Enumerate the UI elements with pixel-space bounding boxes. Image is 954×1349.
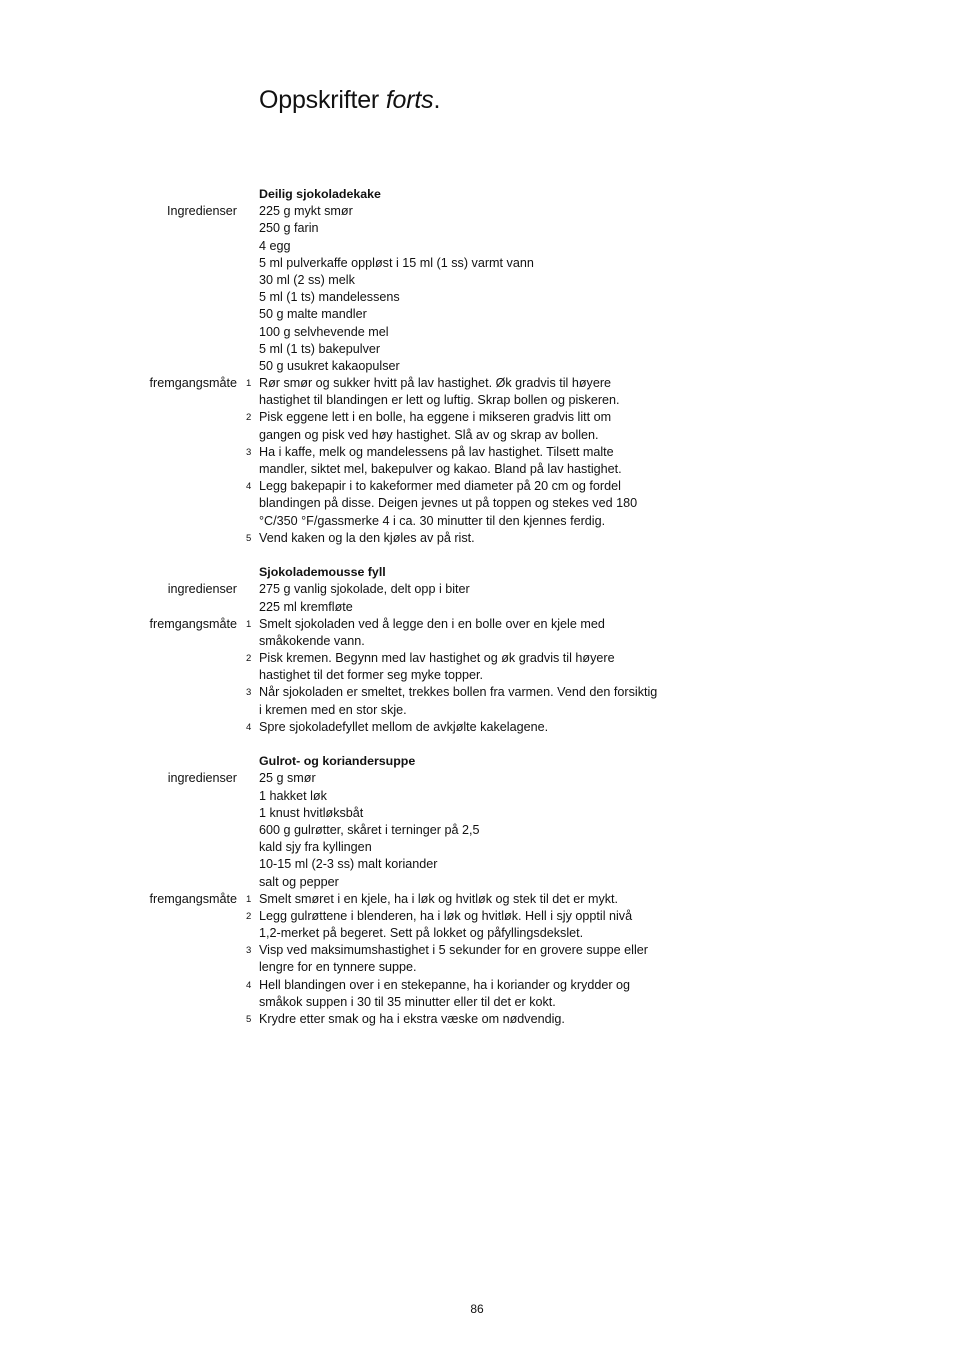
- step-number: [237, 495, 259, 512]
- section-label: [0, 942, 237, 959]
- method-step-line: [0, 994, 954, 1011]
- step-number: 3: [246, 945, 252, 957]
- line-text: blandingen på disse. Deigen jevnes ut på toppen og stekes ved 180: [259, 496, 638, 511]
- section-label: [0, 977, 237, 994]
- step-number: [237, 599, 259, 616]
- step-number: [237, 839, 259, 856]
- section-label: [0, 805, 237, 822]
- ingredient-line: [0, 599, 954, 616]
- line-text: hastighet til blandingen er lett og luftig. Skrap bollen og piskeren.: [259, 393, 620, 408]
- step-number: [237, 702, 259, 719]
- step-number: 2: [246, 653, 252, 665]
- section-label: [0, 633, 237, 650]
- line-text: 25 g smør: [259, 771, 316, 786]
- section-label: [0, 272, 237, 289]
- recipe-block: [0, 564, 954, 736]
- step-number: [237, 186, 259, 203]
- ingredient-line: [0, 770, 954, 787]
- method-step-line: [0, 667, 954, 684]
- line-text: 50 g malte mandler: [259, 307, 367, 322]
- section-label: [0, 238, 237, 255]
- recipe-title-row: [0, 753, 954, 770]
- method-step-line: [0, 684, 954, 701]
- section-label: [0, 822, 237, 839]
- method-step-line: [0, 1011, 954, 1028]
- section-label: [0, 341, 237, 358]
- step-number: [237, 770, 259, 787]
- section-label: [0, 925, 237, 942]
- method-step-line: [0, 977, 954, 994]
- step-number: [237, 788, 259, 805]
- section-label: [0, 994, 237, 1011]
- section-label: fremgangsmåte: [149, 616, 237, 631]
- section-label: [0, 427, 237, 444]
- section-label: [0, 959, 237, 976]
- step-number: [237, 324, 259, 341]
- line-text: Legg bakepapir i to kakeformer med diameter på 20 cm og fordel: [259, 479, 621, 494]
- line-text: 1 knust hvitløksbåt: [259, 805, 364, 820]
- ingredient-line: [0, 306, 954, 323]
- line-text: Hell blandingen over i en stekepanne, ha i koriander og krydder og: [259, 977, 631, 992]
- line-text: 600 g gulrøtter, skåret i terninger på 2,5: [259, 822, 480, 837]
- recipe-title-row: [0, 564, 954, 581]
- step-number: 5: [246, 532, 252, 544]
- method-step-line: [0, 461, 954, 478]
- method-step-line: [0, 959, 954, 976]
- section-label: [0, 874, 237, 891]
- line-text: Vend kaken og la den kjøles av på rist.: [259, 530, 475, 545]
- section-label: fremgangsmåte: [149, 891, 237, 906]
- section-label: [0, 684, 237, 701]
- recipe-title: Deilig sjokoladekake: [259, 187, 381, 201]
- step-number: [237, 392, 259, 409]
- section-label: [0, 908, 237, 925]
- method-step-line: [0, 513, 954, 530]
- method-step-line: [0, 925, 954, 942]
- method-step-line: [0, 616, 954, 633]
- step-number: 5: [246, 1014, 252, 1025]
- ingredient-line: [0, 203, 954, 220]
- method-step-line: [0, 444, 954, 461]
- section-label: [0, 650, 237, 667]
- line-text: hastighet til det former seg myke topper.: [259, 668, 483, 683]
- line-text: Ha i kaffe, melk og mandelessens på lav hastighet. Tilsett malte: [259, 444, 614, 459]
- line-text: Pisk eggene lett i en bolle, ha eggene i mikseren gradvis litt om: [259, 410, 612, 425]
- section-label: [0, 564, 237, 581]
- line-text: 1 hakket løk: [259, 788, 327, 803]
- line-text: Visp ved maksimumshastighet i 5 sekunder for en grovere suppe eller: [259, 943, 648, 958]
- ingredient-line: [0, 358, 954, 375]
- recipe-list: [0, 186, 954, 1045]
- recipe-title: Gulrot- og koriandersuppe: [259, 754, 416, 769]
- step-number: [237, 203, 259, 220]
- line-text: Når sjokoladen er smeltet, trekkes bollen fra varmen. Vend den forsiktig: [259, 685, 658, 700]
- method-step-line: [0, 530, 954, 547]
- line-text: lengre for en tynnere suppe.: [259, 960, 417, 975]
- section-label: [0, 599, 237, 616]
- line-text: gangen og pisk ved høy hastighet. Slå av og skrap av bollen.: [259, 427, 599, 442]
- step-number: [237, 220, 259, 237]
- step-number: 1: [246, 893, 252, 905]
- step-number: [237, 753, 259, 770]
- step-number: [237, 925, 259, 942]
- ingredient-line: [0, 874, 954, 891]
- line-text: kald sjy fra kyllingen: [259, 840, 372, 855]
- line-text: Smelt sjokoladen ved å legge den i en bolle over en kjele med: [259, 616, 605, 631]
- section-label: [0, 220, 237, 237]
- line-text: 100 g selvhevende mel: [259, 324, 389, 339]
- step-number: [237, 856, 259, 873]
- section-label: [0, 495, 237, 512]
- recipe-title: Sjokolademousse fyll: [259, 565, 386, 580]
- ingredient-line: [0, 822, 954, 839]
- line-text: 5 ml (1 ts) mandelessens: [259, 290, 400, 305]
- section-label: [0, 513, 237, 530]
- step-number: 4: [246, 481, 252, 493]
- step-number: [237, 461, 259, 478]
- line-text: °C/350 °F/gassmerke 4 i ca. 30 minutter til den kjennes ferdig.: [259, 513, 606, 528]
- method-step-line: [0, 942, 954, 959]
- ingredient-line: [0, 324, 954, 341]
- ingredient-line: [0, 272, 954, 289]
- section-label: [0, 667, 237, 684]
- step-number: 4: [246, 721, 252, 733]
- step-number: [237, 306, 259, 323]
- step-number: [237, 238, 259, 255]
- step-number: [237, 513, 259, 530]
- section-label: [0, 392, 237, 409]
- section-label: Ingredienser: [166, 204, 237, 219]
- line-text: Legg gulrøttene i blenderen, ha i løk og hvitløk. Hell i sjy opptil nivå: [259, 908, 633, 923]
- step-number: 3: [246, 446, 252, 458]
- method-step-line: [0, 908, 954, 925]
- line-text: småkokende vann.: [259, 633, 365, 648]
- method-step-line: [0, 478, 954, 495]
- line-text: Spre sjokoladefyllet mellom de avkjølte kakelagene.: [259, 719, 549, 734]
- section-label: [0, 358, 237, 375]
- section-label: ingredienser: [167, 771, 237, 786]
- section-label: [0, 478, 237, 495]
- line-text: 5 ml pulverkaffe oppløst i 15 ml (1 ss) varmt vann: [259, 255, 534, 270]
- line-text: 4 egg: [259, 238, 291, 253]
- step-number: 4: [246, 979, 252, 991]
- ingredient-line: [0, 255, 954, 272]
- section-label: [0, 289, 237, 306]
- ingredient-line: [0, 220, 954, 237]
- line-text: 250 g farin: [259, 221, 319, 236]
- step-number: [237, 289, 259, 306]
- section-label: [0, 1011, 237, 1028]
- step-number: [237, 805, 259, 822]
- line-text: 10-15 ml (2-3 ss) malt koriander: [259, 857, 438, 872]
- method-step-line: [0, 650, 954, 667]
- section-label: [0, 719, 237, 736]
- section-label: [0, 409, 237, 426]
- method-step-line: [0, 495, 954, 512]
- step-number: [237, 255, 259, 272]
- step-number: [237, 564, 259, 581]
- line-text: 225 g mykt smør: [259, 204, 353, 219]
- ingredient-line: [0, 805, 954, 822]
- line-text: mandler, siktet mel, bakepulver og kakao. Bland på lav hastighet.: [259, 462, 622, 476]
- line-text: småkok suppen i 30 til 35 minutter eller til det er kokt.: [259, 994, 556, 1009]
- method-step-line: [0, 392, 954, 409]
- step-number: [237, 272, 259, 289]
- recipe-title-row: [0, 186, 954, 203]
- ingredient-line: [0, 856, 954, 873]
- method-step-line: [0, 375, 954, 392]
- section-label: [0, 839, 237, 856]
- line-text: 1,2-merket på begeret. Sett på lokket og påfyllingsdekslet.: [259, 926, 584, 941]
- method-step-line: [0, 633, 954, 650]
- step-number: [237, 633, 259, 650]
- line-text: 225 ml kremfløte: [259, 599, 353, 614]
- page-number: 86: [470, 1302, 484, 1316]
- page-title-main: Oppskrifter: [259, 86, 380, 114]
- line-text: 30 ml (2 ss) melk: [259, 272, 355, 287]
- section-label: [0, 753, 237, 770]
- line-text: 50 g usukret kakaopulser: [259, 358, 400, 373]
- section-label: [0, 324, 237, 341]
- method-step-line: [0, 702, 954, 719]
- ingredient-line: [0, 238, 954, 255]
- section-label: [0, 444, 237, 461]
- step-number: 3: [246, 687, 252, 699]
- step-number: [237, 427, 259, 444]
- step-number: 2: [246, 412, 252, 424]
- section-label: [0, 530, 237, 547]
- line-text: Pisk kremen. Begynn med lav hastighet og øk gradvis til høyere: [259, 651, 615, 666]
- recipe-block: [0, 186, 954, 547]
- line-text: salt og pepper: [259, 874, 339, 889]
- section-label: [0, 856, 237, 873]
- step-number: 2: [246, 910, 252, 922]
- step-number: [237, 994, 259, 1011]
- page-title-italic: forts: [385, 86, 434, 114]
- step-number: [237, 358, 259, 375]
- step-number: [237, 341, 259, 358]
- method-step-line: [0, 719, 954, 736]
- step-number: [237, 959, 259, 976]
- section-label: ingredienser: [167, 582, 237, 597]
- step-number: [237, 667, 259, 684]
- page-title-end: .: [433, 86, 441, 114]
- method-step-line: [0, 427, 954, 444]
- section-label: [0, 702, 237, 719]
- line-text: i kremen med en stor skje.: [259, 702, 407, 717]
- line-text: 275 g vanlig sjokolade, delt opp i biter: [259, 582, 470, 597]
- ingredient-line: [0, 289, 954, 306]
- step-number: [237, 822, 259, 839]
- section-label: [0, 788, 237, 805]
- step-number: 1: [246, 378, 252, 390]
- method-step-line: [0, 891, 954, 908]
- page-title: [259, 84, 440, 116]
- step-number: 1: [246, 618, 252, 630]
- ingredient-line: [0, 581, 954, 598]
- ingredient-line: [0, 839, 954, 856]
- section-label: fremgangsmåte: [149, 376, 237, 391]
- method-step-line: [0, 409, 954, 426]
- section-label: [0, 461, 237, 478]
- section-label: [0, 255, 237, 272]
- ingredient-line: [0, 788, 954, 805]
- line-text: Rør smør og sukker hvitt på lav hastighet. Øk gradvis til høyere: [259, 376, 612, 391]
- ingredient-line: [0, 341, 954, 358]
- step-number: [237, 874, 259, 891]
- line-text: Smelt smøret i en kjele, ha i løk og hvitløk og stek til det er mykt.: [259, 891, 619, 906]
- recipe-block: [0, 753, 954, 1028]
- step-number: [237, 581, 259, 598]
- section-label: [0, 306, 237, 323]
- line-text: 5 ml (1 ts) bakepulver: [259, 341, 381, 356]
- section-label: [0, 186, 237, 203]
- line-text: Krydre etter smak og ha i ekstra væske om nødvendig.: [259, 1012, 565, 1026]
